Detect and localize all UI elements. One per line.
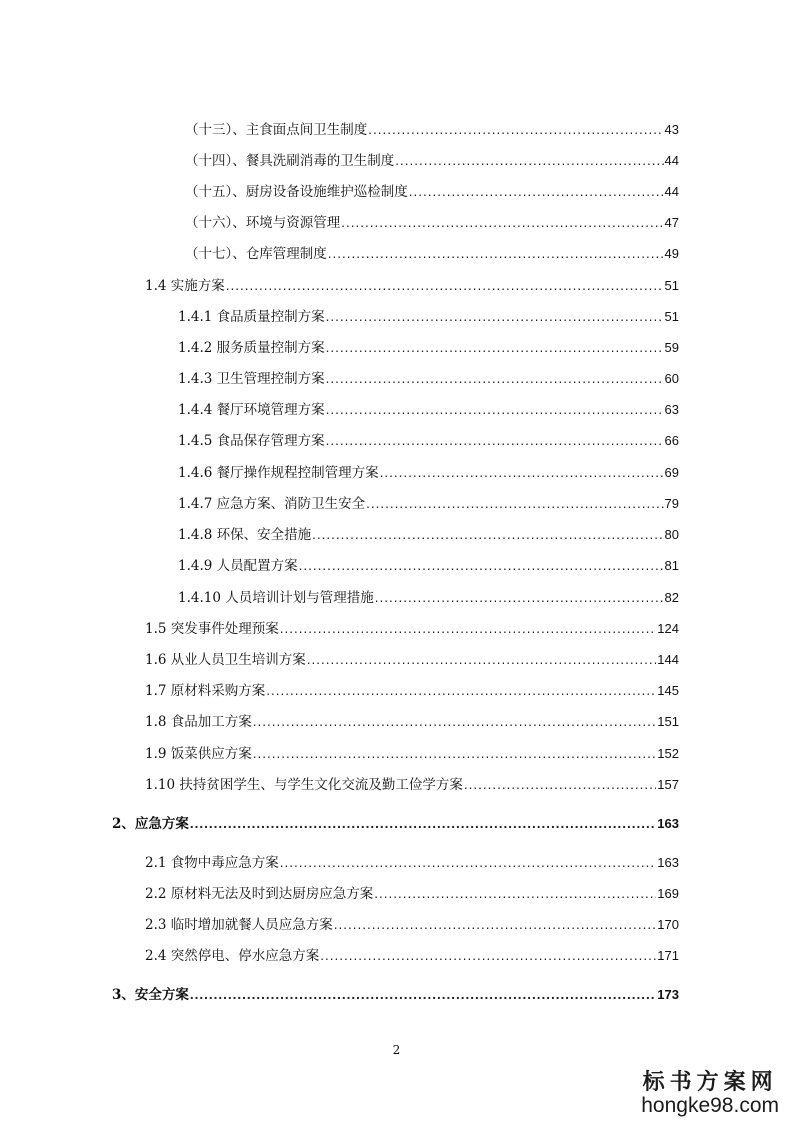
watermark-logo bbox=[641, 1070, 779, 1118]
toc-page-number: 63 bbox=[664, 402, 679, 417]
toc-label: 3、安全方案 bbox=[112, 987, 189, 1003]
toc-page-number: 145 bbox=[657, 683, 679, 698]
watermark-title: 标书方案网 bbox=[642, 1069, 778, 1095]
toc-entry-2-2 bbox=[145, 886, 679, 904]
toc-page-number: 173 bbox=[657, 987, 679, 1002]
toc-label: （十七）、仓库管理制度 bbox=[185, 246, 327, 262]
toc-label: 2.4 突然停电、停水应急方案 bbox=[145, 948, 320, 964]
toc-page-number: 124 bbox=[657, 621, 679, 636]
toc-label: 1.4.3 卫生管理控制方案 bbox=[178, 371, 325, 387]
toc-label: 1.4.6 餐厅操作规程控制管理方案 bbox=[178, 465, 379, 481]
toc-page-number: 157 bbox=[657, 777, 679, 792]
toc-page-number: 152 bbox=[657, 746, 679, 761]
toc-entry-2-4 bbox=[145, 948, 679, 966]
toc-leader bbox=[226, 278, 664, 294]
toc-page-number: 82 bbox=[664, 590, 679, 605]
toc-leader bbox=[464, 777, 656, 793]
toc-leader bbox=[375, 590, 664, 606]
toc-leader bbox=[320, 948, 656, 964]
toc-entry-1-4 bbox=[145, 278, 679, 296]
toc-leader bbox=[328, 246, 664, 262]
toc-entry-14 bbox=[185, 153, 679, 171]
toc-label: （十六）、环境与资源管理 bbox=[185, 215, 341, 231]
toc-page-number: 171 bbox=[657, 948, 679, 963]
toc-page-number: 47 bbox=[664, 215, 679, 230]
toc-entry-2-3 bbox=[145, 917, 679, 935]
toc-entry-16 bbox=[185, 215, 679, 233]
toc-label: 2.2 原材料无法及时到达厨房应急方案 bbox=[145, 886, 374, 902]
toc-page-number: 169 bbox=[657, 886, 679, 901]
toc-page-number: 60 bbox=[664, 371, 679, 386]
toc-leader bbox=[326, 309, 664, 325]
toc-leader bbox=[253, 746, 657, 762]
toc-entry-1-5 bbox=[145, 621, 679, 639]
toc-label: 1.9 饭菜供应方案 bbox=[145, 746, 252, 762]
toc-leader bbox=[190, 987, 656, 1003]
toc-entry-1-9 bbox=[145, 746, 679, 764]
toc-entry-1-4-5 bbox=[178, 433, 679, 451]
toc-entry-17 bbox=[185, 246, 679, 264]
toc-leader bbox=[368, 122, 663, 138]
toc-leader bbox=[334, 917, 657, 933]
toc-entry-1-4-8 bbox=[178, 527, 679, 545]
toc-leader bbox=[326, 340, 664, 356]
toc-leader bbox=[307, 652, 657, 668]
toc-leader bbox=[190, 816, 656, 832]
toc-page-number: 59 bbox=[664, 340, 679, 355]
toc-page-number: 49 bbox=[664, 246, 679, 261]
toc-label: 1.6 从业人员卫生培训方案 bbox=[145, 652, 306, 668]
toc-leader bbox=[280, 621, 657, 637]
toc-entry-2 bbox=[112, 816, 679, 834]
toc-entry-1-4-7 bbox=[178, 496, 679, 514]
toc-leader bbox=[280, 855, 657, 871]
toc-entry-1-4-10 bbox=[178, 590, 679, 608]
toc-entry-1-6 bbox=[145, 652, 679, 670]
toc-label: 1.10 扶持贫困学生、与学生文化交流及勤工俭学方案 bbox=[145, 777, 463, 793]
toc-page-number: 43 bbox=[664, 122, 679, 137]
toc-entry-2-1 bbox=[145, 855, 679, 873]
toc-leader bbox=[326, 433, 664, 449]
toc-leader bbox=[326, 371, 664, 387]
toc-label: 1.4.10 人员培训计划与管理措施 bbox=[178, 590, 374, 606]
toc-label: 1.7 原材料采购方案 bbox=[145, 683, 266, 699]
toc-label: 1.4 实施方案 bbox=[145, 278, 225, 294]
toc-page-number: 79 bbox=[664, 496, 679, 511]
toc-label: （十三）、主食面点间卫生制度 bbox=[185, 122, 368, 138]
toc-page-number: 151 bbox=[657, 714, 679, 729]
toc-label: 1.4.8 环保、安全措施 bbox=[178, 527, 312, 543]
footer-page-number: 2 bbox=[392, 1043, 401, 1057]
toc-label: 1.4.5 食品保存管理方案 bbox=[178, 433, 325, 449]
toc-page-number: 163 bbox=[657, 855, 679, 870]
toc-entry-3 bbox=[112, 987, 679, 1005]
watermark-url: hongke98.com bbox=[641, 1094, 779, 1117]
toc-page-number: 163 bbox=[657, 816, 679, 831]
toc-entry-1-10 bbox=[145, 777, 679, 795]
toc-leader bbox=[326, 402, 664, 418]
toc-leader bbox=[253, 714, 657, 730]
toc-leader bbox=[380, 465, 664, 481]
toc-label: （十五）、厨房设备设施维护巡检制度 bbox=[185, 184, 408, 200]
toc-entry-1-4-2 bbox=[178, 340, 679, 358]
toc-leader bbox=[266, 683, 656, 699]
toc-label: 2.3 临时增加就餐人员应急方案 bbox=[145, 917, 333, 933]
toc-entry-1-8 bbox=[145, 714, 679, 732]
toc-page-number: 80 bbox=[664, 527, 679, 542]
toc-entry-1-4-3 bbox=[178, 371, 679, 389]
toc-page-number: 170 bbox=[657, 917, 679, 932]
toc-label: 1.5 突发事件处理预案 bbox=[145, 621, 279, 637]
toc-label: 2、应急方案 bbox=[112, 816, 189, 832]
toc-page-number: 69 bbox=[664, 465, 679, 480]
toc-entry-1-4-1 bbox=[178, 309, 679, 327]
toc-label: 1.4.4 餐厅环境管理方案 bbox=[178, 402, 325, 418]
toc-label: 1.4.1 食品质量控制方案 bbox=[178, 309, 325, 325]
toc-leader bbox=[374, 886, 656, 902]
toc-page-number: 44 bbox=[664, 153, 679, 168]
toc-page-number: 51 bbox=[664, 278, 679, 293]
toc-leader bbox=[366, 496, 663, 512]
toc-page-number: 44 bbox=[664, 184, 679, 199]
toc-leader bbox=[341, 215, 663, 231]
toc-entry-13 bbox=[185, 122, 679, 140]
toc-leader bbox=[395, 153, 663, 169]
toc-page-number: 66 bbox=[664, 433, 679, 448]
toc-entry-1-4-4 bbox=[178, 402, 679, 420]
toc-entry-1-4-9 bbox=[178, 558, 679, 576]
toc-label: （十四）、餐具洗刷消毒的卫生制度 bbox=[185, 153, 395, 169]
toc-label: 2.1 食物中毒应急方案 bbox=[145, 855, 279, 871]
toc-entry-1-7 bbox=[145, 683, 679, 701]
toc-label: 1.4.2 服务质量控制方案 bbox=[178, 340, 325, 356]
toc-label: 1.4.7 应急方案、消防卫生安全 bbox=[178, 496, 366, 512]
toc-entry-15 bbox=[185, 184, 679, 202]
toc-leader bbox=[312, 527, 663, 543]
toc-page-number: 81 bbox=[664, 558, 679, 573]
toc-leader bbox=[299, 558, 664, 574]
toc-page-number: 144 bbox=[657, 652, 679, 667]
toc-label: 1.4.9 人员配置方案 bbox=[178, 558, 298, 574]
toc-leader bbox=[409, 184, 664, 200]
toc-entry-1-4-6 bbox=[178, 465, 679, 483]
toc-label: 1.8 食品加工方案 bbox=[145, 714, 252, 730]
toc-page-number: 51 bbox=[664, 309, 679, 324]
